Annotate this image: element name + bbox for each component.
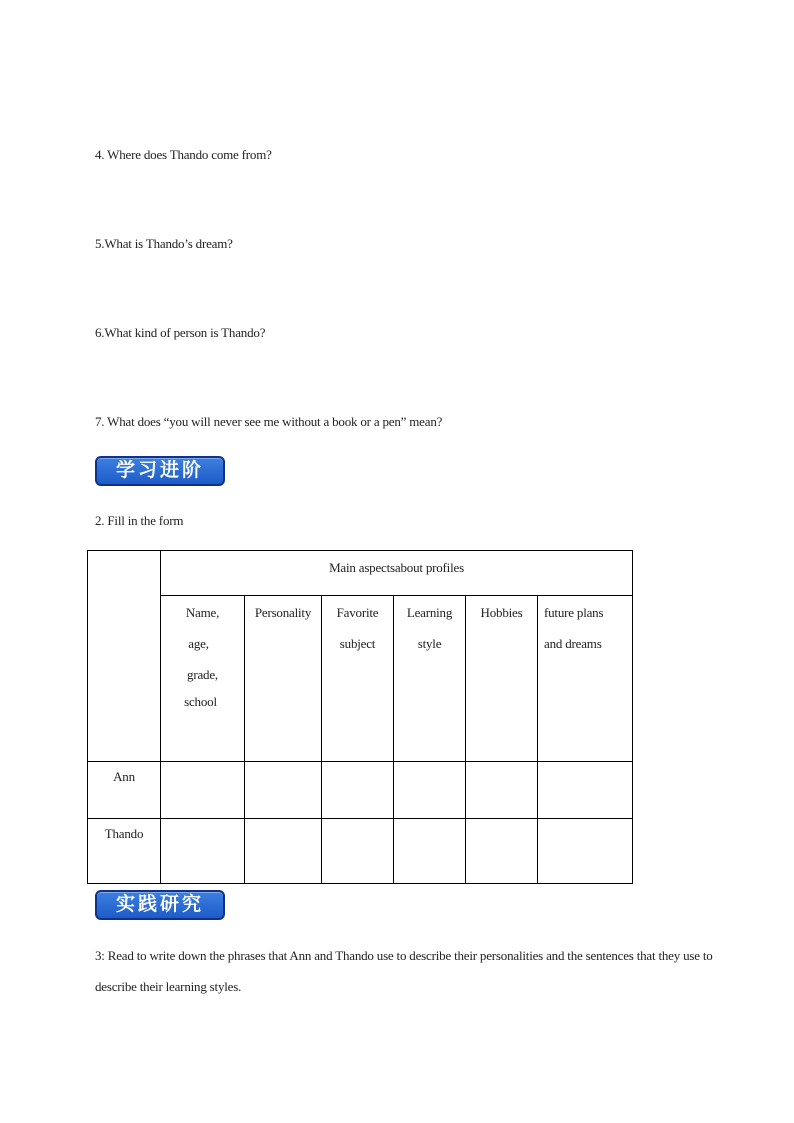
row-label-thando: Thando bbox=[104, 826, 144, 841]
profile-table bbox=[87, 550, 633, 884]
fill-form-title: 2. Fill in the form bbox=[95, 513, 184, 528]
question-6: 6.What kind of person is Thando? bbox=[95, 325, 266, 340]
question-5: 5.What is Thando’s dream? bbox=[95, 236, 233, 251]
table-col-divider bbox=[465, 595, 466, 884]
table-header: Main aspectsabout profiles bbox=[329, 560, 464, 575]
column-header-personality: Personality bbox=[254, 605, 312, 620]
table-border-bottom bbox=[87, 883, 633, 884]
table-col-divider bbox=[244, 595, 245, 884]
question-7: 7. What does “you will never see me without a book or a pen” mean? bbox=[95, 414, 443, 429]
column-header-favorite-subject: Favorite subject bbox=[336, 605, 379, 651]
column-header-future-plans: future plans and dreams bbox=[544, 605, 604, 651]
row-label-ann: Ann bbox=[113, 769, 135, 784]
exercise-3-instructions: 3: Read to write down the phrases that Ann and Thando use to describe their personalities and the sentences that they use to describe their learning styles. bbox=[95, 948, 713, 994]
table-header-divider bbox=[160, 595, 633, 596]
column-header-hobbies: Hobbies bbox=[480, 605, 523, 620]
table-row-divider bbox=[87, 761, 633, 762]
table-border-right bbox=[632, 550, 633, 884]
column-header-name: Name, age, grade, school bbox=[184, 605, 220, 709]
section-badge-practice-research: 实践研究 bbox=[95, 890, 225, 920]
column-header-learning-style: Learning style bbox=[406, 605, 453, 651]
table-border-top bbox=[87, 550, 633, 551]
question-4: 4. Where does Thando come from? bbox=[95, 147, 272, 162]
table-row-divider bbox=[87, 818, 633, 819]
section-badge-study-advance: 学习进阶 bbox=[95, 456, 225, 486]
